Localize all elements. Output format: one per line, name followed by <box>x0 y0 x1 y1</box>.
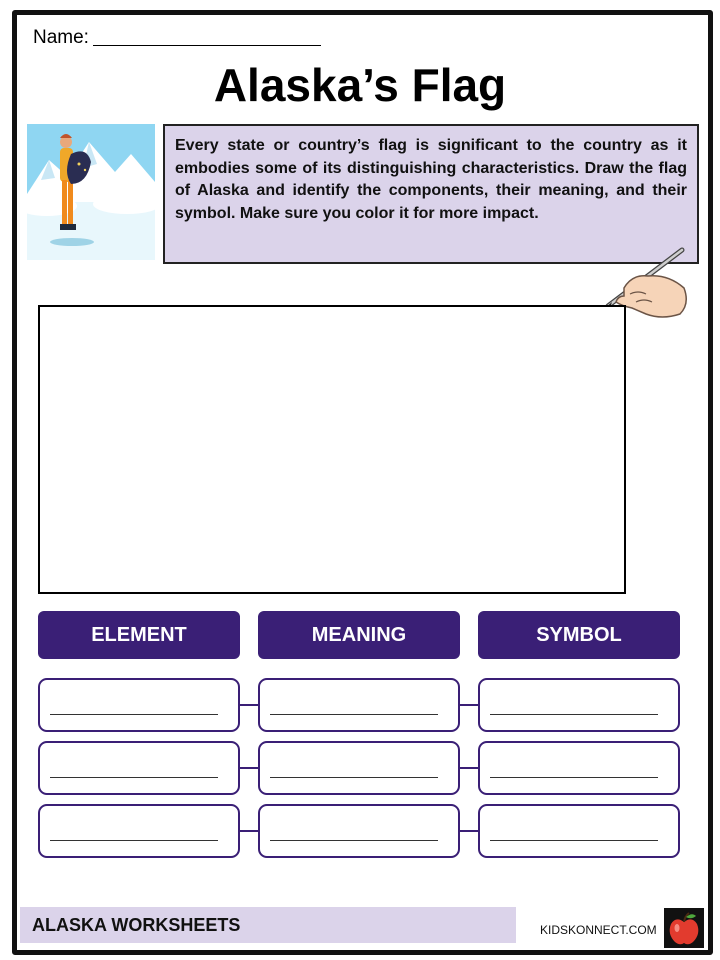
footer-site: KIDSKONNECT.COM <box>540 923 657 937</box>
name-label: Name: <box>33 27 89 48</box>
apple-logo-icon <box>664 908 704 948</box>
meaning-answer-1[interactable] <box>258 678 460 732</box>
symbol-answer-1[interactable] <box>478 678 680 732</box>
symbol-answer-2[interactable] <box>478 741 680 795</box>
element-answer-1[interactable] <box>38 678 240 732</box>
row-connector <box>238 704 260 706</box>
hiker-illustration <box>27 124 155 260</box>
element-header: ELEMENT <box>38 611 240 659</box>
element-answer-3[interactable] <box>38 804 240 858</box>
flag-drawing-area[interactable] <box>38 305 626 594</box>
page-title: Alaska’s Flag <box>213 59 507 111</box>
symbol-header: SYMBOL <box>478 611 680 659</box>
row-connector <box>238 767 260 769</box>
instructions-panel: Every state or country’s flag is significant to the country as it embodies some of its distinguishing characteristics. Draw the flag of Alaska and identify the components, their meaning, and their symbol. Make sure you color it for more impact. <box>163 124 699 264</box>
row-connector <box>238 830 260 832</box>
row-connector <box>458 830 480 832</box>
meaning-answer-2[interactable] <box>258 741 460 795</box>
meaning-answer-3[interactable] <box>258 804 460 858</box>
name-input-line[interactable] <box>93 45 321 46</box>
meaning-header: MEANING <box>258 611 460 659</box>
symbol-answer-3[interactable] <box>478 804 680 858</box>
footer-label: ALASKA WORKSHEETS <box>32 915 241 935</box>
row-connector <box>458 704 480 706</box>
row-connector <box>458 767 480 769</box>
element-answer-2[interactable] <box>38 741 240 795</box>
